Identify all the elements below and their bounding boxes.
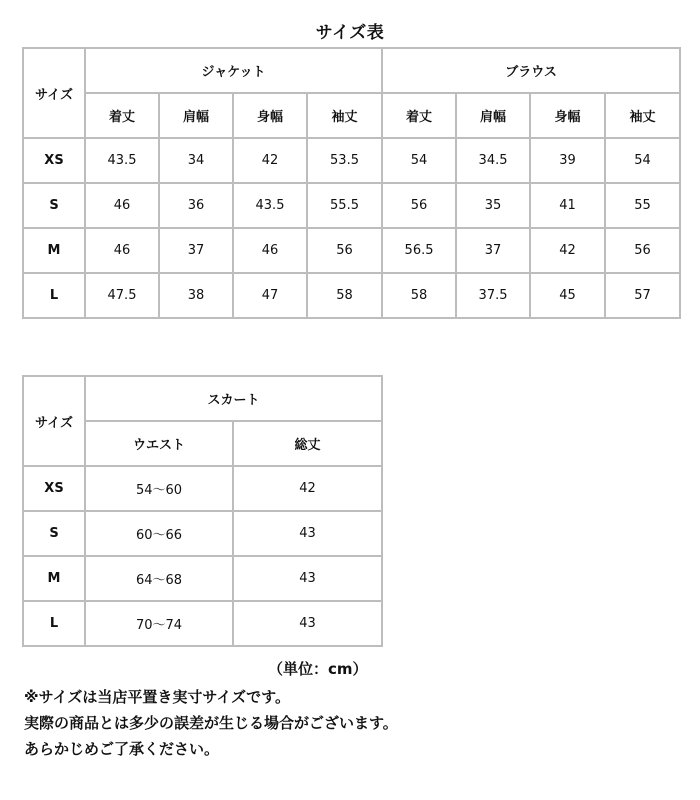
table-cell: 35 [456,183,530,228]
table-cell: 43 [233,601,382,646]
column-header: 着丈 [382,93,456,138]
column-header: 着丈 [85,93,159,138]
table-cell: 46 [85,183,159,228]
table-cell: 54 [382,138,456,183]
table-cell: 42 [233,138,307,183]
table-row [23,466,382,511]
table-cell: 37 [456,228,530,273]
table-cell: 60〜66 [85,511,233,556]
page-title: サイズ表 [315,23,385,43]
table-cell: 38 [159,273,233,318]
size-label: S [23,183,85,228]
table-cell: 56 [382,183,456,228]
table-cell: 43 [233,511,382,556]
note-line: ※サイズは当店平置き実寸サイズです。 [24,688,290,706]
note-line: あらかじめご了承ください。 [24,740,220,758]
table-row [23,601,382,646]
column-header: 身幅 [530,93,605,138]
table-row [23,511,382,556]
table-row [23,273,680,318]
column-header: 肩幅 [159,93,233,138]
notes [24,684,684,762]
table-cell: 45 [530,273,605,318]
size-label: L [23,601,85,646]
size-label: XS [23,466,85,511]
table-row [23,183,680,228]
table-cell: 36 [159,183,233,228]
table-cell: 34 [159,138,233,183]
table-cell: 47 [233,273,307,318]
table-cell: 43.5 [233,183,307,228]
table-cell: 58 [307,273,382,318]
table-cell: 55 [605,183,680,228]
size-label: S [23,511,85,556]
size-label: XS [23,138,85,183]
group-header-blouse: ブラウス [382,48,680,93]
size-label: M [23,228,85,273]
group-header-skirt: スカート [85,376,382,421]
column-header: 肩幅 [456,93,530,138]
table-cell: 64〜68 [85,556,233,601]
size-label: L [23,273,85,318]
table-cell: 46 [233,228,307,273]
table-cell: 43 [233,556,382,601]
column-header: ウエスト [85,421,233,466]
table-cell: 39 [530,138,605,183]
table-cell: 58 [382,273,456,318]
size-table-tops [22,47,681,319]
size-header: サイズ [23,48,85,138]
size-label: M [23,556,85,601]
column-header: 袖丈 [605,93,680,138]
table-cell: 37.5 [456,273,530,318]
table-cell: 56 [605,228,680,273]
table-cell: 57 [605,273,680,318]
table-cell: 47.5 [85,273,159,318]
table-cell: 43.5 [85,138,159,183]
table-row [23,228,680,273]
table-cell: 55.5 [307,183,382,228]
table-cell: 53.5 [307,138,382,183]
table-cell: 42 [530,228,605,273]
table-cell: 46 [85,228,159,273]
table-cell: 34.5 [456,138,530,183]
table-cell: 56 [307,228,382,273]
group-header-jacket: ジャケット [85,48,382,93]
column-header: 総丈 [233,421,382,466]
note-line: 実際の商品とは多少の誤差が生じる場合がございます。 [24,714,398,732]
table-cell: 41 [530,183,605,228]
table-cell: 54〜60 [85,466,233,511]
table-cell: 70〜74 [85,601,233,646]
size-header: サイズ [23,376,85,466]
table-row [23,138,680,183]
table-cell: 37 [159,228,233,273]
column-header: 袖丈 [307,93,382,138]
table-cell: 56.5 [382,228,456,273]
table-cell: 54 [605,138,680,183]
column-header: 身幅 [233,93,307,138]
table-cell: 42 [233,466,382,511]
table-row [23,556,382,601]
unit-note: （単位：cm） [268,660,368,678]
size-table-skirt [22,375,383,647]
